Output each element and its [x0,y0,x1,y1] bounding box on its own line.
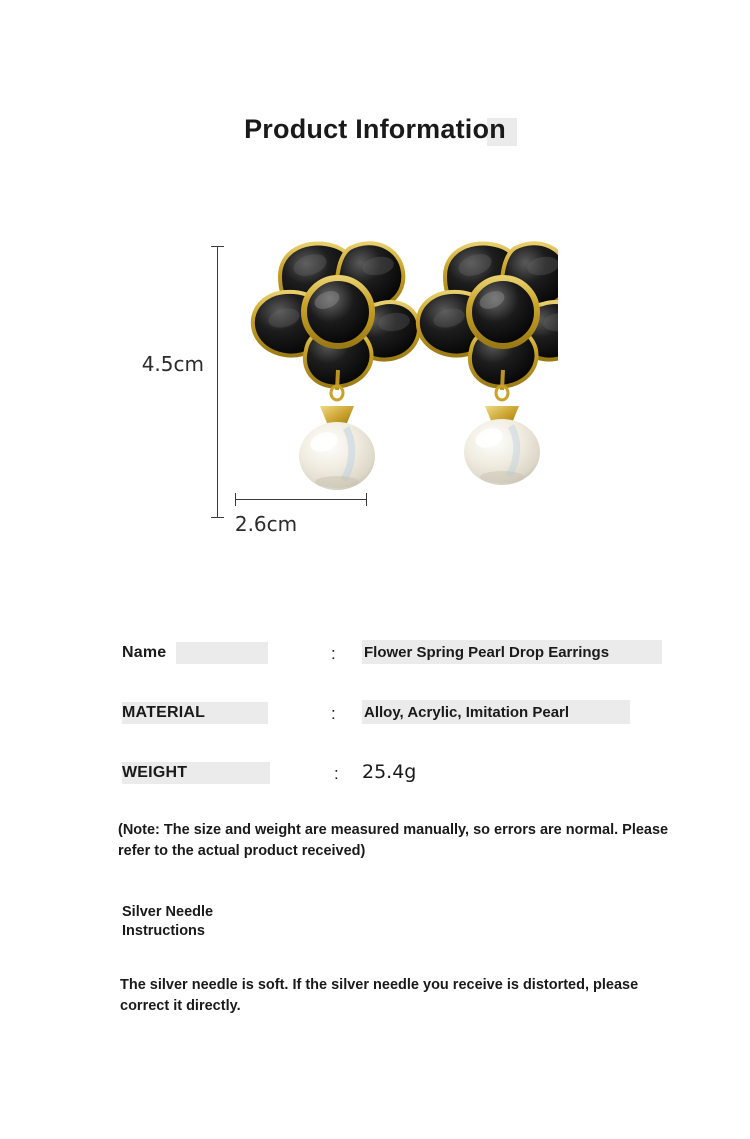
product-image-area [141,230,560,550]
silver-needle-heading-line2: Instructions [122,923,205,939]
name-key-highlight [176,642,268,664]
measurement-note: (Note: The size and weight are measured manually, so errors are normal. Please refer to the actual product received) [118,822,669,859]
spec-table [118,632,678,812]
spec-separator-material: : [331,704,336,723]
height-measure-bar [208,246,228,518]
earrings-product-image [228,230,558,505]
height-label: 4.5cm [141,352,204,376]
height-measure-line [217,246,218,518]
spec-row-name [118,632,678,692]
silver-needle-heading-line1: Silver Needle [122,904,214,920]
spec-row-weight [118,752,678,812]
spec-row-material [118,692,678,752]
height-measure-cap-top [211,246,224,247]
width-label: 2.6cm [234,512,298,536]
silver-needle-heading [122,903,522,941]
page-title: Product Information [244,114,506,144]
spec-value-name: Flower Spring Pearl Drop Earrings [364,644,610,661]
spec-value-weight: 25.4g [362,761,417,783]
spec-key-material: MATERIAL [122,704,206,721]
spec-value-material: Alloy, Acrylic, Imitation Pearl [364,704,570,721]
spec-separator-weight: : [334,764,339,783]
spec-key-weight: WEIGHT [122,764,188,781]
spec-key-name: Name [122,644,167,661]
silver-needle-instructions: The silver needle is soft. If the silver needle you receive is distorted, please correct it directly. [120,977,639,1014]
spec-separator-name: : [331,644,336,663]
